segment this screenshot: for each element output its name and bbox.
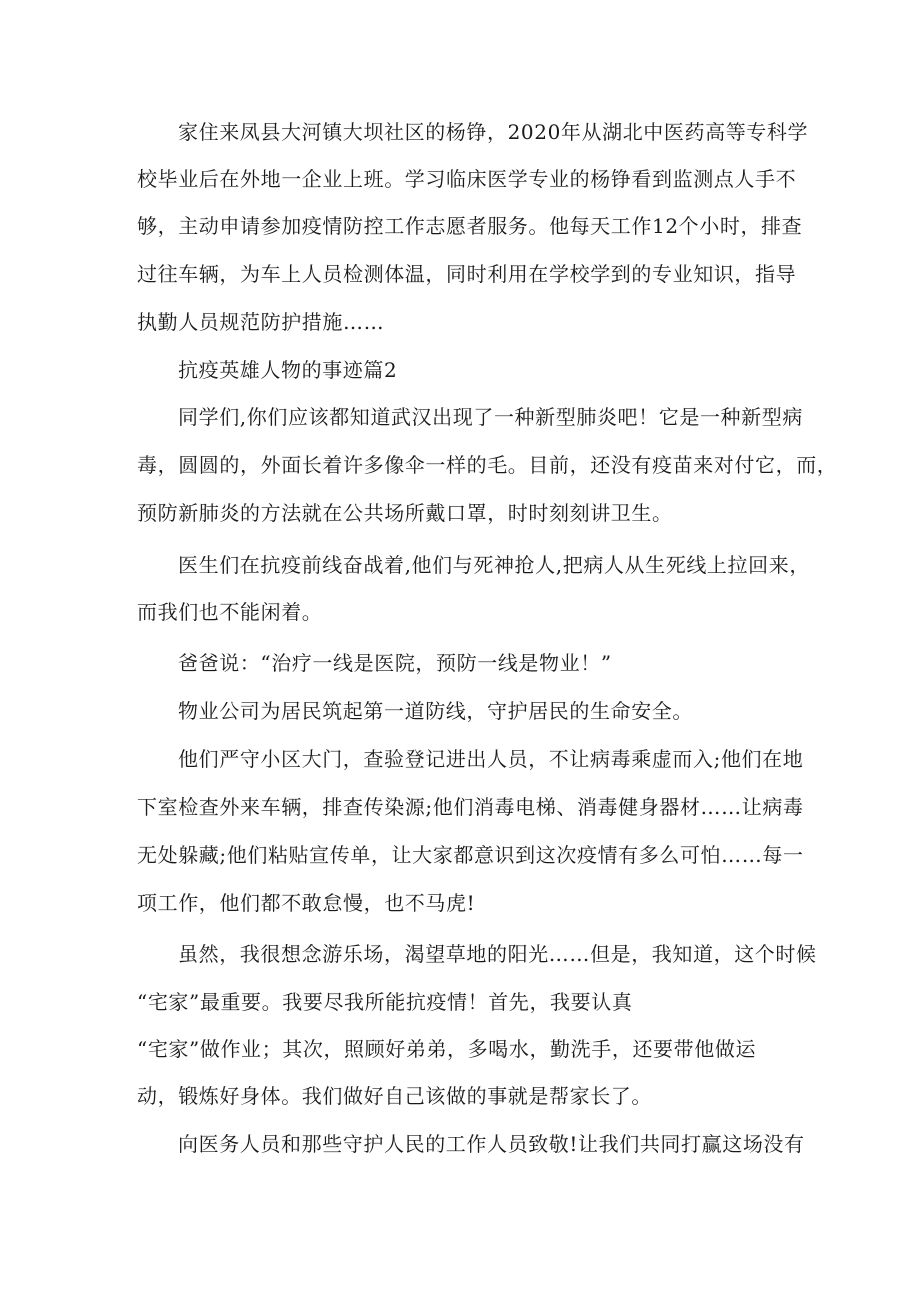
paragraph-1-line-5: 执勤人员规范防护措施…… — [137, 310, 385, 334]
paragraph-7-line-1: 虽然，我很想念游乐场，渴望草地的阳光……但是，我知道，这个时候 — [178, 942, 817, 966]
paragraph-5-line-1: 物业公司为居民筑起第一道防线，守护居民的生命安全。 — [178, 699, 693, 723]
paragraph-1-line-4: 过往车辆，为车上人员检测体温，同时利用在学校学到的专业知识，指导 — [137, 262, 797, 286]
paragraph-7-line-3: “宅家”做作业；其次，照顾好弟弟，多喝水，勤洗手，还要带他做运 — [137, 1037, 757, 1061]
paragraph-6-line-4: 项工作，他们都不敢怠慢，也不马虎! — [137, 891, 476, 915]
paragraph-7-line-4: 动，锻炼好身体。我们做好自己该做的事就是帮家长了。 — [137, 1084, 652, 1108]
paragraph-2-line-2: 毒，圆圆的，外面长着许多像伞一样的毛。目前，还没有疫苗来对付它，而， — [137, 453, 838, 477]
paragraph-1-line-3: 够，主动申请参加疫情防控工作志愿者服务。他每天工作12个小时，排查 — [137, 214, 803, 238]
paragraph-2-line-3: 预防新肺炎的方法就在公共场所戴口罩，时时刻刻讲卫生。 — [137, 501, 673, 525]
paragraph-6-line-1: 他们严守小区大门，查验登记进出人员，不让病毒乘虚而入;他们在地 — [178, 747, 804, 771]
paragraph-3-line-2: 而我们也不能闲着。 — [137, 600, 323, 624]
paragraph-6-line-3: 无处躲藏;他们粘贴宣传单，让大家都意识到这次疫情有多么可怕……每一 — [137, 843, 804, 867]
paragraph-6-line-2: 下室检查外来车辆，排查传染源;他们消毒电梯、消毒健身器材……让病毒 — [137, 795, 804, 819]
paragraph-2-line-1: 同学们,你们应该都知道武汉出现了一种新型肺炎吧！它是一种新型病 — [178, 405, 803, 429]
paragraph-3-line-1: 医生们在抗疫前线奋战着,他们与死神抢人,把病人从生死线上拉回来， — [178, 553, 810, 577]
paragraph-4-line-1: 爸爸说：“治疗一线是医院，预防一线是物业！” — [178, 651, 612, 675]
paragraph-7-line-2: “宅家”最重要。我要尽我所能抗疫情！首先，我要认真 — [137, 990, 633, 1014]
paragraph-1-line-2: 校毕业后在外地一企业上班。学习临床医学专业的杨铮看到监测点人手不 — [137, 167, 797, 191]
paragraph-1-line-1: 家住来凤县大河镇大坝社区的杨铮，2020年从湖北中医药高等专科学 — [178, 120, 809, 144]
paragraph-8-line-1: 向医务人员和那些守护人民的工作人员致敬!让我们共同打赢这场没有 — [178, 1132, 805, 1156]
section-heading: 抗疫英雄人物的事迹篇2 — [178, 358, 398, 382]
